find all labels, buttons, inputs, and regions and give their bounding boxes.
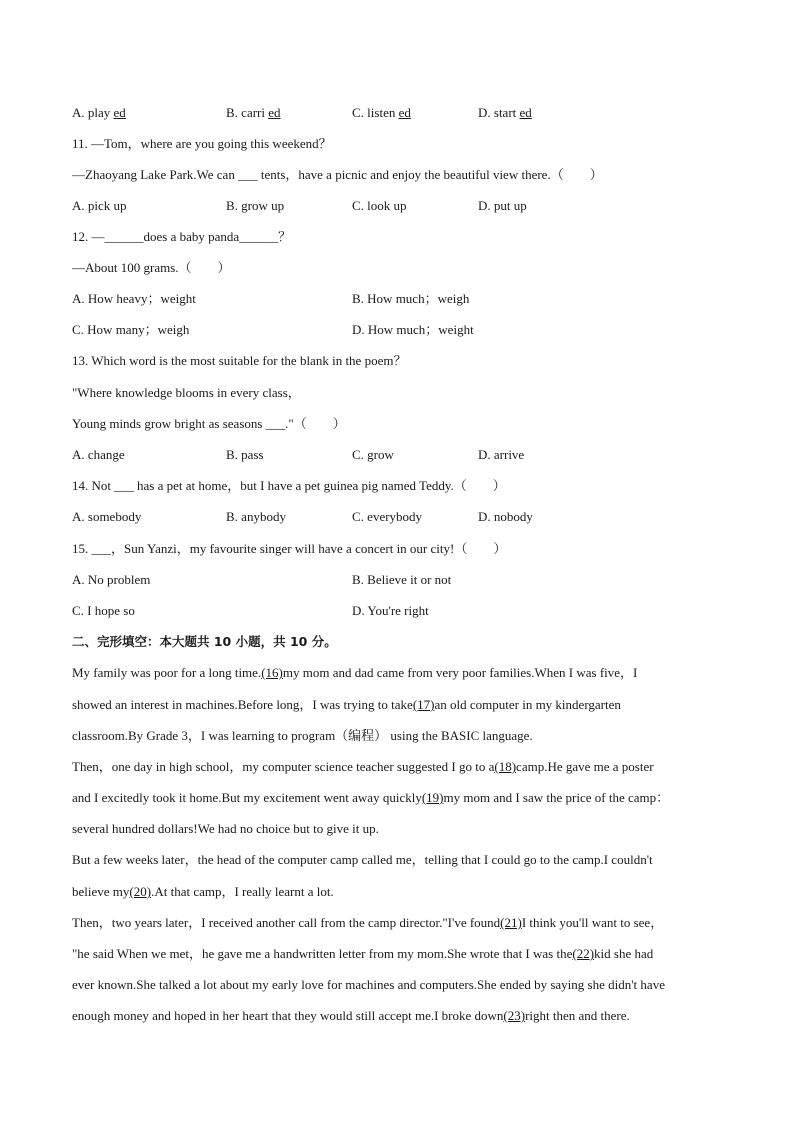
q13-stem: 13. Which word is the most suitable for the blank in the poem？ — [72, 353, 407, 368]
passage-text: Then，two years later，I received another call from the camp director."I've found — [72, 915, 501, 930]
passage-line — [72, 914, 663, 932]
q12-option-d: D. How much；weight — [352, 322, 474, 337]
passage-text: My family was poor for a long time. — [72, 665, 262, 680]
blank-21: (21) — [500, 915, 522, 930]
blank-19: (19) — [421, 790, 444, 805]
underlined-suffix: ed — [268, 105, 281, 120]
passage-text: and I excitedly took it home.But my excitement went away quickly — [72, 790, 422, 805]
q15-option-d: D. You're right — [352, 603, 429, 618]
passage-text: right then and there. — [525, 1008, 630, 1023]
q13-option-d: D. arrive — [478, 447, 525, 462]
passage-text: my mom and dad came from very poor families.When I was five，I — [282, 665, 638, 680]
q13-poem-line-1: "Where knowledge blooms in every class， — [72, 385, 301, 400]
underlined-suffix: ed — [113, 105, 126, 120]
passage-line: classroom.By Grade 3，I was learning to program（编程） using the BASIC language. — [72, 728, 533, 743]
section-heading: 二、完形填空：本大题共 10 小题，共 10 分。 — [72, 634, 337, 649]
q11-option-b: B. grow up — [226, 198, 285, 213]
q13-option-a: A. change — [72, 447, 125, 462]
underlined-suffix: ed — [519, 105, 532, 120]
q14-stem: 14. Not ___ has a pet at home，but I have a pet guinea pig named Teddy.（ ） — [72, 478, 506, 493]
q10-option-a — [72, 104, 126, 122]
q11-option-c: C. look up — [352, 198, 407, 213]
q12-stem: 12. —______does a baby panda______？ — [72, 229, 292, 244]
q12-answer: —About 100 grams.（ ） — [72, 260, 231, 275]
q13-poem-line-2: Young minds grow bright as seasons ___."（ ） — [72, 416, 346, 431]
passage-line — [72, 758, 654, 776]
q15-option-b: B. Believe it or not — [352, 572, 452, 587]
q14-option-c: C. everybody — [352, 509, 423, 524]
passage-text: showed an interest in machines.Before long，I was trying to take — [72, 697, 413, 712]
q15-option-a: A. No problem — [72, 572, 151, 587]
blank-22: (22) — [572, 946, 595, 961]
passage-text: believe my — [72, 884, 130, 899]
passage-line — [72, 696, 621, 714]
passage-text: my mom and I saw the price of the camp： — [443, 790, 670, 805]
passage-line — [72, 1007, 630, 1025]
passage-text: Then，one day in high school，my computer science teacher suggested I go to a — [72, 759, 495, 774]
q15-stem: 15. ___，Sun Yanzi，my favourite singer will have a concert in our city!（ ） — [72, 541, 507, 556]
option-text: D. start — [478, 105, 520, 120]
q10-option-c — [352, 104, 411, 122]
q11-answer: —Zhaoyang Lake Park.We can ___ tents，have a picnic and enjoy the beautiful view there.（ ） — [72, 167, 603, 182]
q12-option-c: C. How many；weigh — [72, 322, 190, 337]
passage-text: an old computer in my kindergarten — [434, 697, 621, 712]
passage-text: .At that camp，I really learnt a lot. — [151, 884, 334, 899]
passage-line — [72, 789, 669, 807]
q13-option-c: C. grow — [352, 447, 394, 462]
passage-line: But a few weeks later，the head of the computer camp called me，telling that I could go to the camp.I couldn't — [72, 852, 653, 867]
passage-text: camp.He gave me a poster — [516, 759, 654, 774]
passage-line — [72, 883, 334, 901]
option-text: B. carri — [226, 105, 269, 120]
q12-option-b: B. How much；weigh — [352, 291, 470, 306]
blank-23: (23) — [503, 1008, 526, 1023]
q11-option-a: A. pick up — [72, 198, 127, 213]
passage-text: "he said When we met，he gave me a handwritten letter from my mom.She wrote that I was the — [72, 946, 573, 961]
passage-text: kid she had — [594, 946, 654, 961]
passage-text: enough money and hoped in her heart that they would still accept me.I broke down — [72, 1008, 504, 1023]
q11-stem: 11. —Tom，where are you going this weekend？ — [72, 136, 332, 151]
q14-option-a: A. somebody — [72, 509, 142, 524]
blank-17: (17) — [412, 697, 435, 712]
q14-option-d: D. nobody — [478, 509, 533, 524]
passage-text: I think you'll want to see， — [521, 915, 664, 930]
blank-16: (16) — [261, 665, 283, 680]
q10-option-b — [226, 104, 281, 122]
option-text: C. listen — [352, 105, 399, 120]
underlined-suffix: ed — [398, 105, 411, 120]
q14-option-b: B. anybody — [226, 509, 286, 524]
option-text: A. play — [72, 105, 114, 120]
q15-option-c: C. I hope so — [72, 603, 135, 618]
q13-option-b: B. pass — [226, 447, 264, 462]
q10-option-d — [478, 104, 532, 122]
blank-18: (18) — [494, 759, 517, 774]
blank-20: (20) — [129, 884, 152, 899]
passage-line — [72, 664, 637, 682]
passage-line: several hundred dollars!We had no choice but to give it up. — [72, 821, 379, 836]
q12-option-a: A. How heavy；weight — [72, 291, 196, 306]
passage-line: ever known.She talked a lot about my early love for machines and computers.She ended by saying she didn't have — [72, 977, 665, 992]
q11-option-d: D. put up — [478, 198, 527, 213]
passage-line — [72, 945, 653, 963]
